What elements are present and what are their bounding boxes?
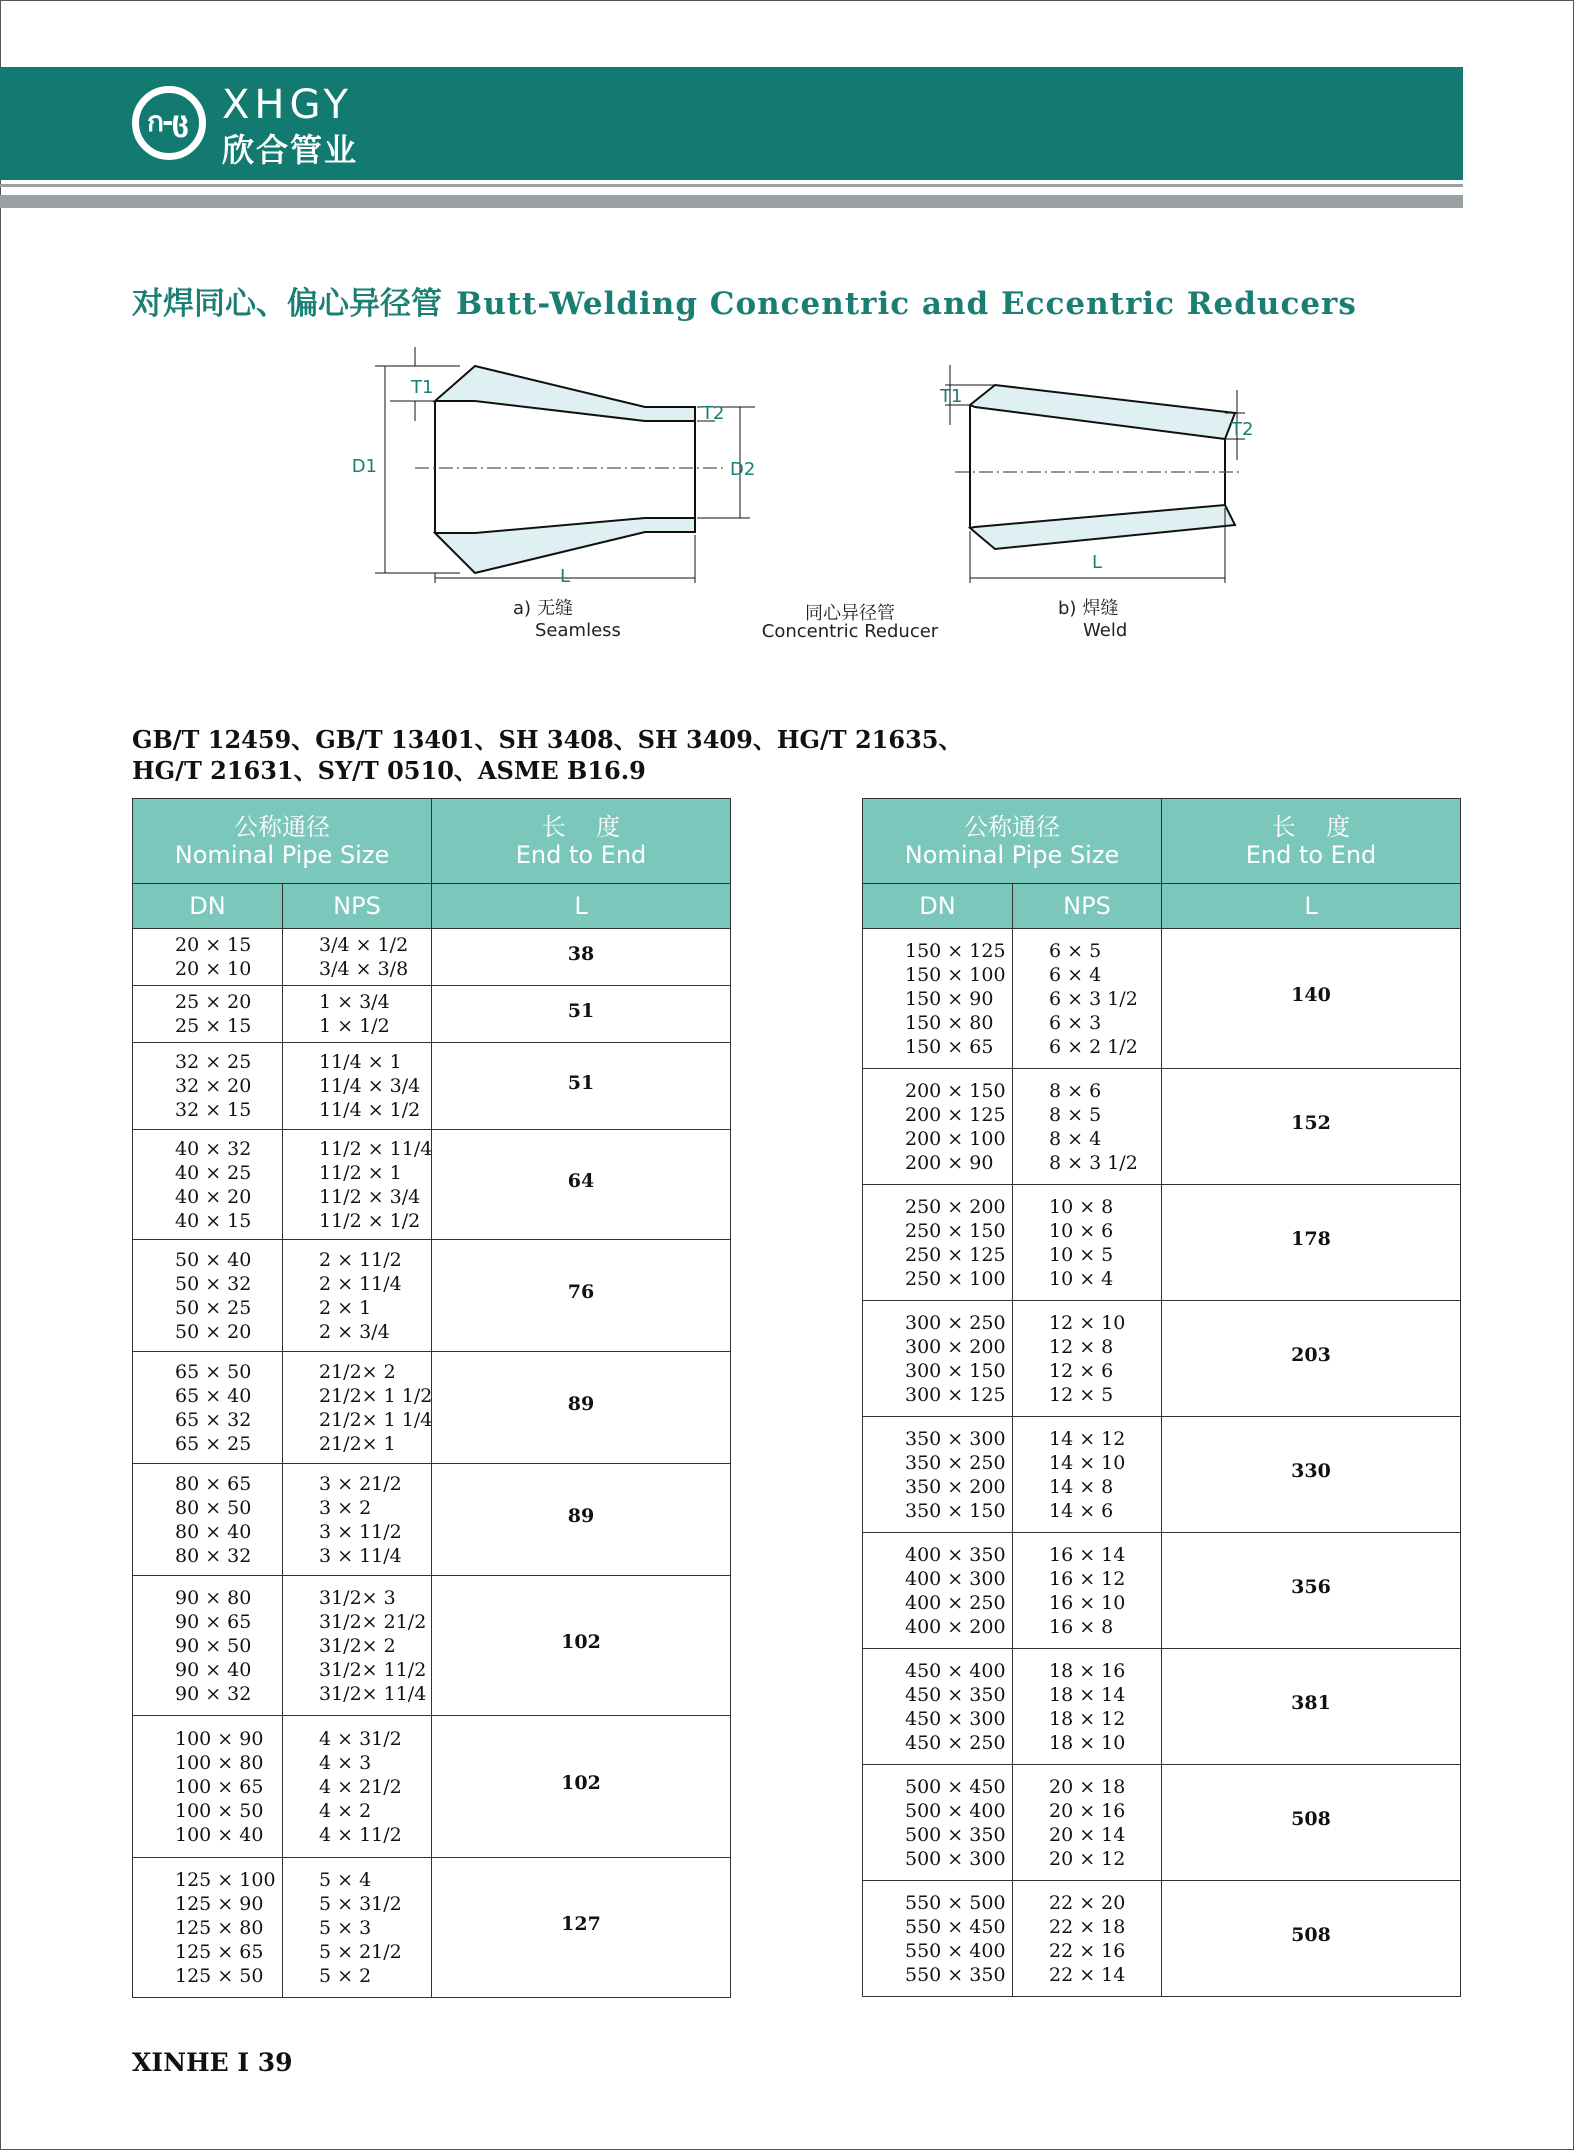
nps-cell-line: 11/2 × 1 bbox=[319, 1161, 402, 1184]
nps-cell bbox=[1013, 1765, 1162, 1881]
nps-cell-line: 8 × 3 1/2 bbox=[1049, 1151, 1138, 1174]
dn-cell-line: 40 × 25 bbox=[175, 1161, 252, 1184]
nps-cell-line: 6 × 5 bbox=[1049, 939, 1102, 962]
l-label-seamless: L bbox=[559, 566, 571, 587]
header-end-to-end: 长 度 End to End bbox=[1162, 799, 1461, 884]
nps-cell-line: 20 × 18 bbox=[1049, 1775, 1126, 1798]
dn-cell-line: 80 × 40 bbox=[175, 1520, 252, 1543]
dn-cell-line: 65 × 25 bbox=[175, 1432, 252, 1455]
header-l: L bbox=[1162, 884, 1461, 929]
nps-cell-line: 14 × 8 bbox=[1049, 1475, 1114, 1498]
dn-cell bbox=[863, 1765, 1013, 1881]
dn-cell-line: 200 × 90 bbox=[905, 1151, 994, 1174]
concentric-caption-en: Concentric Reducer bbox=[761, 621, 939, 642]
nps-cell-line: 5 × 21/2 bbox=[319, 1940, 402, 1963]
header-nominal-size: 公称通径 Nominal Pipe Size bbox=[133, 799, 432, 884]
dn-cell bbox=[133, 1464, 283, 1576]
dn-cell bbox=[863, 1881, 1013, 1997]
nps-cell bbox=[1013, 1301, 1162, 1417]
header-dn: DN bbox=[863, 884, 1013, 929]
dn-cell-line: 125 × 100 bbox=[175, 1868, 276, 1891]
dn-cell-line: 150 × 65 bbox=[905, 1035, 994, 1058]
nps-cell-line: 3/4 × 1/2 bbox=[319, 934, 409, 956]
nps-cell-line: 22 × 16 bbox=[1049, 1939, 1126, 1962]
dn-cell bbox=[133, 1716, 283, 1858]
dn-cell-line: 500 × 450 bbox=[905, 1775, 1006, 1798]
page-title bbox=[132, 278, 1357, 323]
dn-cell-line: 80 × 32 bbox=[175, 1544, 252, 1567]
dn-cell-line: 40 × 32 bbox=[175, 1137, 252, 1160]
dn-cell-line: 50 × 25 bbox=[175, 1296, 252, 1319]
nps-cell-line: 6 × 3 bbox=[1049, 1011, 1102, 1034]
length-cell: 178 bbox=[1162, 1185, 1461, 1301]
nps-cell-line: 4 × 31/2 bbox=[319, 1727, 402, 1750]
nps-cell-line: 21/2× 1 1/2 bbox=[319, 1384, 433, 1407]
nps-cell-line: 11/2 × 11/4 bbox=[319, 1137, 433, 1160]
nps-cell-line: 10 × 6 bbox=[1049, 1219, 1114, 1242]
dn-cell bbox=[863, 1301, 1013, 1417]
nps-cell-line: 11/4 × 1 bbox=[319, 1051, 402, 1073]
dn-cell-line: 65 × 32 bbox=[175, 1408, 252, 1431]
length-cell: 89 bbox=[432, 1464, 731, 1576]
nps-cell-line: 2 × 3/4 bbox=[319, 1320, 390, 1343]
header-nps: NPS bbox=[1013, 884, 1162, 929]
nps-cell bbox=[1013, 1069, 1162, 1185]
page-footer: XINHE I 39 bbox=[132, 2048, 293, 2077]
dn-cell-line: 350 × 200 bbox=[905, 1475, 1006, 1498]
nps-cell-line: 6 × 2 1/2 bbox=[1049, 1035, 1138, 1058]
dn-cell-line: 32 × 20 bbox=[175, 1075, 252, 1097]
nps-cell-line: 31/2× 2 bbox=[319, 1634, 396, 1657]
length-cell: 330 bbox=[1162, 1417, 1461, 1533]
nps-cell-line: 4 × 21/2 bbox=[319, 1775, 402, 1798]
nps-cell-line: 14 × 12 bbox=[1049, 1427, 1126, 1450]
nps-cell-line: 3 × 2 bbox=[319, 1496, 372, 1519]
d1-label: D1 bbox=[351, 456, 377, 477]
header-nps: NPS bbox=[283, 884, 432, 929]
nps-cell bbox=[1013, 929, 1162, 1069]
t1-label-seamless: T1 bbox=[411, 377, 434, 398]
dn-cell-line: 50 × 32 bbox=[175, 1272, 252, 1295]
dn-cell-line: 25 × 20 bbox=[175, 991, 252, 1013]
nps-cell-line: 31/2× 21/2 bbox=[319, 1610, 427, 1633]
nps-cell-line: 22 × 14 bbox=[1049, 1963, 1126, 1986]
nps-cell-line: 5 × 31/2 bbox=[319, 1892, 402, 1915]
nps-cell-line: 3 × 21/2 bbox=[319, 1472, 402, 1495]
dn-cell-line: 90 × 80 bbox=[175, 1586, 252, 1609]
header-divider bbox=[0, 184, 1463, 187]
length-cell: 152 bbox=[1162, 1069, 1461, 1185]
dn-cell-line: 40 × 20 bbox=[175, 1185, 252, 1208]
table-row bbox=[133, 1352, 731, 1464]
dn-cell-line: 250 × 125 bbox=[905, 1243, 1006, 1266]
dn-cell-line: 125 × 65 bbox=[175, 1940, 264, 1963]
dn-cell-line: 150 × 125 bbox=[905, 939, 1006, 962]
dn-cell-line: 200 × 125 bbox=[905, 1103, 1006, 1126]
dn-cell bbox=[133, 929, 283, 986]
dn-cell bbox=[133, 1858, 283, 1998]
dn-cell bbox=[863, 1533, 1013, 1649]
dn-cell-line: 550 × 450 bbox=[905, 1915, 1006, 1938]
dn-cell bbox=[133, 1576, 283, 1716]
table-row bbox=[133, 1130, 731, 1240]
nps-cell-line: 21/2× 1 1/4 bbox=[319, 1408, 433, 1431]
nps-cell-line: 4 × 2 bbox=[319, 1799, 372, 1822]
brand-name: XHGY bbox=[222, 82, 353, 128]
dn-cell-line: 90 × 40 bbox=[175, 1658, 252, 1681]
dn-cell-line: 40 × 15 bbox=[175, 1209, 252, 1232]
table-row bbox=[863, 1069, 1461, 1185]
nps-cell-line: 22 × 20 bbox=[1049, 1891, 1126, 1914]
length-cell: 140 bbox=[1162, 929, 1461, 1069]
dn-cell-line: 150 × 90 bbox=[905, 987, 994, 1010]
dn-cell-line: 100 × 40 bbox=[175, 1823, 264, 1846]
nps-cell bbox=[1013, 1881, 1162, 1997]
table-row bbox=[133, 1716, 731, 1858]
dn-cell-line: 150 × 80 bbox=[905, 1011, 994, 1034]
length-cell: 64 bbox=[432, 1130, 731, 1240]
table-row bbox=[133, 1576, 731, 1716]
nps-cell-line: 22 × 18 bbox=[1049, 1915, 1126, 1938]
weld-caption-en: Weld bbox=[1083, 620, 1128, 641]
dn-cell-line: 300 × 250 bbox=[905, 1311, 1006, 1334]
dn-cell-line: 125 × 50 bbox=[175, 1964, 264, 1987]
dn-cell-line: 125 × 80 bbox=[175, 1916, 264, 1939]
length-cell: 381 bbox=[1162, 1649, 1461, 1765]
length-cell: 203 bbox=[1162, 1301, 1461, 1417]
table-row bbox=[863, 1533, 1461, 1649]
nps-cell-line: 31/2× 11/2 bbox=[319, 1658, 427, 1681]
nps-cell-line: 3/4 × 3/8 bbox=[319, 958, 409, 980]
nps-cell-line: 8 × 4 bbox=[1049, 1127, 1102, 1150]
table-row bbox=[863, 1301, 1461, 1417]
seamless-caption-cn: a) 无缝 bbox=[513, 598, 574, 619]
dn-cell-line: 32 × 25 bbox=[175, 1051, 252, 1073]
table-row bbox=[133, 1464, 731, 1576]
nps-cell bbox=[283, 1240, 432, 1352]
dn-cell-line: 150 × 100 bbox=[905, 963, 1006, 986]
reducer-diagram bbox=[351, 335, 1305, 655]
dn-cell-line: 90 × 50 bbox=[175, 1634, 252, 1657]
d2-label: D2 bbox=[730, 459, 756, 480]
table-row bbox=[863, 929, 1461, 1069]
concentric-caption-cn: 同心异径管 bbox=[805, 603, 895, 624]
size-table-right bbox=[862, 798, 1461, 1997]
dn-cell-line: 400 × 300 bbox=[905, 1567, 1006, 1590]
dn-cell-line: 450 × 250 bbox=[905, 1731, 1006, 1754]
nps-cell-line: 4 × 3 bbox=[319, 1751, 372, 1774]
weld-caption-cn: b) 焊缝 bbox=[1058, 598, 1119, 619]
table-row bbox=[133, 929, 731, 986]
dn-cell-line: 400 × 350 bbox=[905, 1543, 1006, 1566]
dn-cell bbox=[133, 986, 283, 1043]
dn-cell-line: 32 × 15 bbox=[175, 1099, 252, 1121]
nps-cell-line: 14 × 6 bbox=[1049, 1499, 1114, 1522]
header-dn: DN bbox=[133, 884, 283, 929]
header-nominal-size: 公称通径 Nominal Pipe Size bbox=[863, 799, 1162, 884]
header-end-to-end: 长 度 End to End bbox=[432, 799, 731, 884]
table-row bbox=[863, 1765, 1461, 1881]
table-row bbox=[133, 1858, 731, 1998]
dn-cell bbox=[863, 929, 1013, 1069]
nps-cell-line: 4 × 11/2 bbox=[319, 1823, 402, 1846]
nps-cell-line: 12 × 5 bbox=[1049, 1383, 1114, 1406]
length-cell: 89 bbox=[432, 1352, 731, 1464]
dn-cell-line: 300 × 150 bbox=[905, 1359, 1006, 1382]
nps-cell-line: 2 × 1 bbox=[319, 1296, 372, 1319]
nps-cell-line: 12 × 6 bbox=[1049, 1359, 1114, 1382]
dn-cell-line: 550 × 500 bbox=[905, 1891, 1006, 1914]
table-row bbox=[863, 1417, 1461, 1533]
dn-cell-line: 350 × 250 bbox=[905, 1451, 1006, 1474]
dn-cell-line: 350 × 150 bbox=[905, 1499, 1006, 1522]
nps-cell-line: 18 × 16 bbox=[1049, 1659, 1126, 1682]
dn-cell bbox=[863, 1069, 1013, 1185]
length-cell: 508 bbox=[1162, 1765, 1461, 1881]
length-cell: 51 bbox=[432, 986, 731, 1043]
length-cell: 102 bbox=[432, 1716, 731, 1858]
header-band bbox=[0, 67, 1463, 180]
brand-cn-name: 欣合管业 bbox=[222, 131, 359, 169]
nps-cell bbox=[1013, 1649, 1162, 1765]
nps-cell-line: 20 × 12 bbox=[1049, 1847, 1126, 1870]
nps-cell-line: 11/2 × 3/4 bbox=[319, 1185, 421, 1208]
dn-cell-line: 90 × 32 bbox=[175, 1682, 252, 1705]
nps-cell-line: 8 × 6 bbox=[1049, 1079, 1102, 1102]
left-table-body bbox=[133, 929, 731, 1998]
dn-cell-line: 100 × 50 bbox=[175, 1799, 264, 1822]
nps-cell-line: 5 × 3 bbox=[319, 1916, 372, 1939]
nps-cell-line: 2 × 11/2 bbox=[319, 1248, 402, 1271]
nps-cell bbox=[283, 1043, 432, 1130]
dn-cell-line: 450 × 350 bbox=[905, 1683, 1006, 1706]
size-table-left bbox=[132, 798, 731, 1998]
nps-cell-line: 10 × 5 bbox=[1049, 1243, 1114, 1266]
dn-cell-line: 550 × 350 bbox=[905, 1963, 1006, 1986]
standards-line-1: GB/T 12459、GB/T 13401、SH 3408、SH 3409、HG/T 21635、 bbox=[132, 725, 963, 754]
nps-cell-line: 18 × 14 bbox=[1049, 1683, 1126, 1706]
seamless-reducer-drawing bbox=[352, 347, 756, 587]
length-cell: 102 bbox=[432, 1576, 731, 1716]
nps-cell-line: 12 × 8 bbox=[1049, 1335, 1114, 1358]
dn-cell-line: 50 × 20 bbox=[175, 1320, 252, 1343]
nps-cell-line: 5 × 2 bbox=[319, 1964, 372, 1987]
nps-cell-line: 31/2× 3 bbox=[319, 1586, 396, 1609]
header-l: L bbox=[432, 884, 731, 929]
dn-cell-line: 500 × 300 bbox=[905, 1847, 1006, 1870]
dn-cell bbox=[133, 1130, 283, 1240]
nps-cell-line: 11/2 × 1/2 bbox=[319, 1209, 421, 1232]
dn-cell-line: 200 × 100 bbox=[905, 1127, 1006, 1150]
nps-cell-line: 6 × 4 bbox=[1049, 963, 1102, 986]
nps-cell-line: 5 × 4 bbox=[319, 1868, 372, 1891]
dn-cell-line: 250 × 100 bbox=[905, 1267, 1006, 1290]
dn-cell-line: 20 × 15 bbox=[175, 934, 252, 956]
nps-cell bbox=[283, 1464, 432, 1576]
nps-cell-line: 16 × 12 bbox=[1049, 1567, 1126, 1590]
nps-cell-line: 16 × 10 bbox=[1049, 1591, 1126, 1614]
dn-cell-line: 125 × 90 bbox=[175, 1892, 264, 1915]
dn-cell-line: 50 × 40 bbox=[175, 1248, 252, 1271]
nps-cell bbox=[1013, 1533, 1162, 1649]
dn-cell-line: 350 × 300 bbox=[905, 1427, 1006, 1450]
table-row bbox=[133, 986, 731, 1043]
dn-cell-line: 400 × 200 bbox=[905, 1615, 1006, 1638]
dn-cell-line: 250 × 150 bbox=[905, 1219, 1006, 1242]
nps-cell-line: 11/4 × 1/2 bbox=[319, 1099, 421, 1121]
logo-mark: ก-ც bbox=[147, 105, 187, 138]
nps-cell-line: 8 × 5 bbox=[1049, 1103, 1102, 1126]
t1-label-weld: T1 bbox=[940, 386, 963, 407]
dn-cell bbox=[863, 1417, 1013, 1533]
nps-cell bbox=[283, 986, 432, 1043]
dn-cell bbox=[863, 1185, 1013, 1301]
dn-cell-line: 200 × 150 bbox=[905, 1079, 1006, 1102]
nps-cell-line: 3 × 11/2 bbox=[319, 1520, 402, 1543]
dn-cell-line: 500 × 350 bbox=[905, 1823, 1006, 1846]
table-row bbox=[863, 1185, 1461, 1301]
dn-cell-line: 500 × 400 bbox=[905, 1799, 1006, 1822]
nps-cell-line: 14 × 10 bbox=[1049, 1451, 1126, 1474]
nps-cell-line: 21/2× 2 bbox=[319, 1360, 396, 1383]
dn-cell-line: 100 × 90 bbox=[175, 1727, 264, 1750]
nps-cell-line: 18 × 10 bbox=[1049, 1731, 1126, 1754]
dn-cell-line: 400 × 250 bbox=[905, 1591, 1006, 1614]
nps-cell-line: 1 × 1/2 bbox=[319, 1015, 390, 1037]
nps-cell-line: 10 × 8 bbox=[1049, 1195, 1114, 1218]
dn-cell bbox=[133, 1240, 283, 1352]
length-cell: 51 bbox=[432, 1043, 731, 1130]
dn-cell-line: 25 × 15 bbox=[175, 1015, 252, 1037]
weld-reducer-drawing bbox=[939, 365, 1253, 583]
dn-cell bbox=[863, 1649, 1013, 1765]
dn-cell bbox=[133, 1043, 283, 1130]
title-en: Butt-Welding Concentric and Eccentric Reducers bbox=[456, 286, 1357, 322]
nps-cell-line: 18 × 12 bbox=[1049, 1707, 1126, 1730]
table-row bbox=[863, 1881, 1461, 1997]
nps-cell-line: 12 × 10 bbox=[1049, 1311, 1126, 1334]
nps-cell bbox=[1013, 1417, 1162, 1533]
length-cell: 356 bbox=[1162, 1533, 1461, 1649]
dn-cell-line: 80 × 65 bbox=[175, 1472, 252, 1495]
header-divider-thick bbox=[0, 195, 1463, 208]
nps-cell bbox=[283, 1858, 432, 1998]
dn-cell-line: 65 × 40 bbox=[175, 1384, 252, 1407]
dn-cell-line: 250 × 200 bbox=[905, 1195, 1006, 1218]
nps-cell-line: 3 × 11/4 bbox=[319, 1544, 402, 1567]
title-cn: 对焊同心、偏心异径管 bbox=[132, 286, 442, 322]
right-table-body bbox=[863, 929, 1461, 1997]
dn-cell-line: 20 × 10 bbox=[175, 958, 252, 980]
t2-label-seamless: T2 bbox=[702, 403, 725, 424]
length-cell: 508 bbox=[1162, 1881, 1461, 1997]
nps-cell bbox=[283, 1576, 432, 1716]
dn-cell bbox=[133, 1352, 283, 1464]
dn-cell-line: 550 × 400 bbox=[905, 1939, 1006, 1962]
nps-cell bbox=[283, 1352, 432, 1464]
dn-cell-line: 300 × 125 bbox=[905, 1383, 1006, 1406]
nps-cell-line: 16 × 14 bbox=[1049, 1543, 1126, 1566]
nps-cell bbox=[283, 1130, 432, 1240]
nps-cell bbox=[283, 929, 432, 986]
table-row bbox=[863, 1649, 1461, 1765]
nps-cell-line: 1 × 3/4 bbox=[319, 991, 390, 1013]
dn-cell-line: 450 × 300 bbox=[905, 1707, 1006, 1730]
dn-cell-line: 80 × 50 bbox=[175, 1496, 252, 1519]
dn-cell-line: 90 × 65 bbox=[175, 1610, 252, 1633]
length-cell: 76 bbox=[432, 1240, 731, 1352]
dn-cell-line: 100 × 65 bbox=[175, 1775, 264, 1798]
nps-cell bbox=[283, 1716, 432, 1858]
dn-cell-line: 100 × 80 bbox=[175, 1751, 264, 1774]
nps-cell-line: 31/2× 11/4 bbox=[319, 1682, 427, 1705]
l-label-weld: L bbox=[1091, 552, 1103, 573]
standards-line-2: HG/T 21631、SY/T 0510、ASME B16.9 bbox=[132, 756, 646, 785]
nps-cell-line: 6 × 3 1/2 bbox=[1049, 987, 1138, 1010]
t2-label-weld: T2 bbox=[1231, 419, 1254, 440]
nps-cell-line: 20 × 14 bbox=[1049, 1823, 1126, 1846]
table-row bbox=[133, 1240, 731, 1352]
table-row bbox=[133, 1043, 731, 1130]
dn-cell-line: 65 × 50 bbox=[175, 1360, 252, 1383]
length-cell: 127 bbox=[432, 1858, 731, 1998]
nps-cell-line: 20 × 16 bbox=[1049, 1799, 1126, 1822]
nps-cell-line: 2 × 11/4 bbox=[319, 1272, 402, 1295]
nps-cell-line: 11/4 × 3/4 bbox=[319, 1075, 421, 1097]
dn-cell-line: 450 × 400 bbox=[905, 1659, 1006, 1682]
nps-cell-line: 16 × 8 bbox=[1049, 1615, 1114, 1638]
nps-cell-line: 21/2× 1 bbox=[319, 1432, 396, 1455]
dn-cell-line: 300 × 200 bbox=[905, 1335, 1006, 1358]
nps-cell-line: 10 × 4 bbox=[1049, 1267, 1114, 1290]
nps-cell bbox=[1013, 1185, 1162, 1301]
length-cell: 38 bbox=[432, 929, 731, 986]
seamless-caption-en: Seamless bbox=[535, 620, 621, 641]
